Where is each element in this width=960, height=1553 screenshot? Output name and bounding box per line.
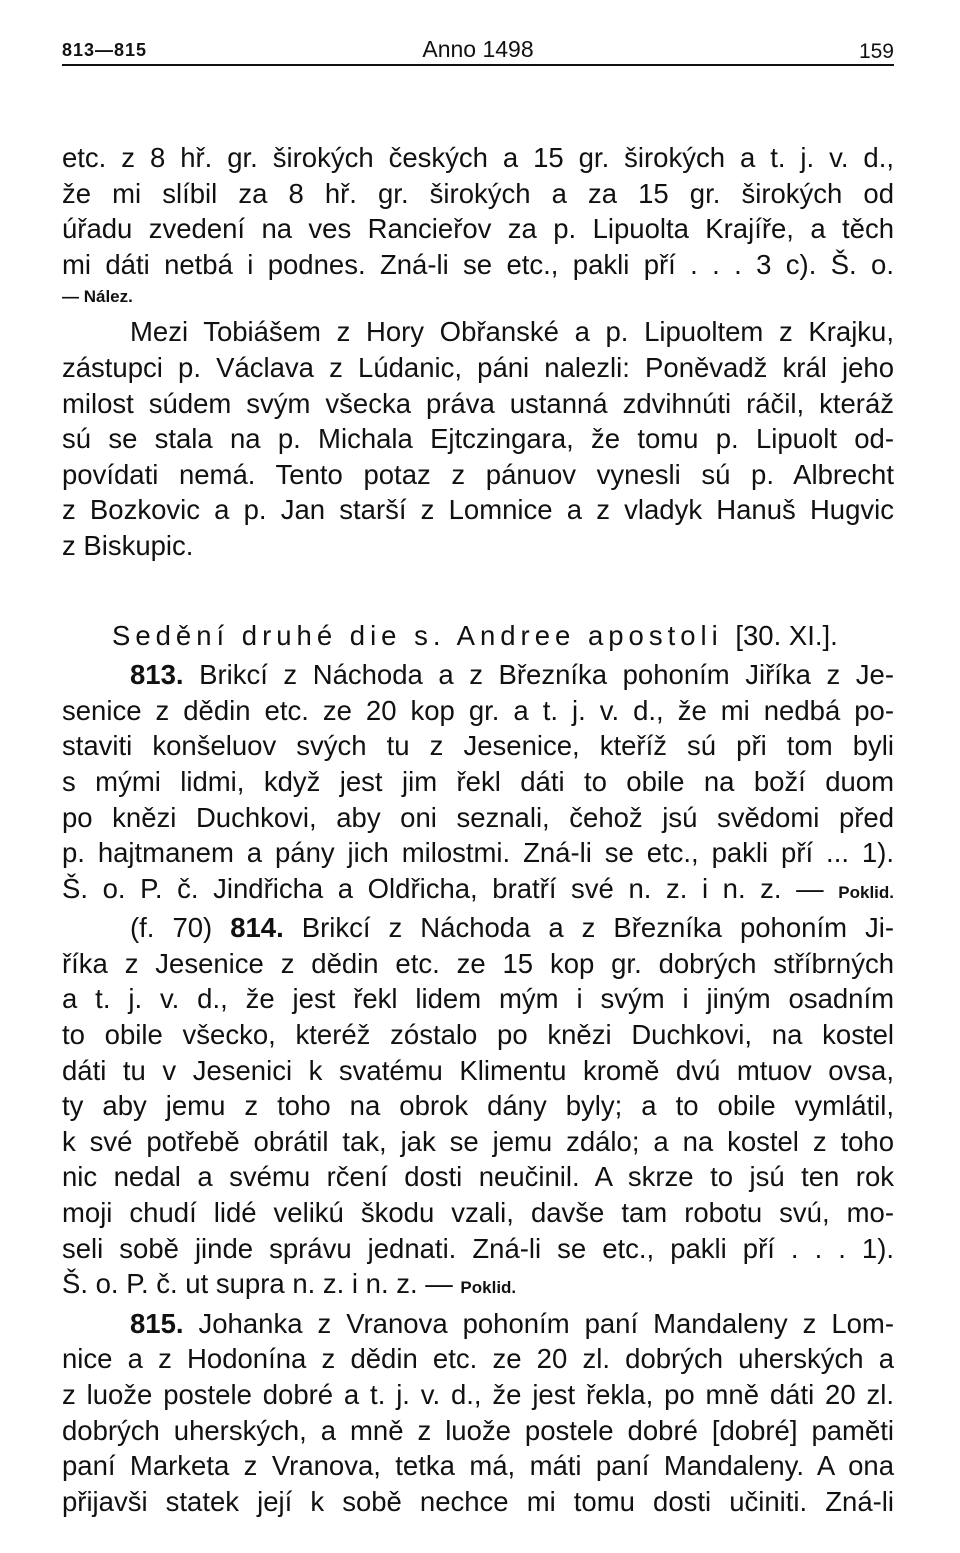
- text-line: úřadu zvedení na ves Rancieřov za p. Lipuolta Krajíře, a těch: [62, 213, 894, 245]
- text-fragment: Š. o. P. č. ut supra n. z. i n. z. —: [62, 1268, 453, 1300]
- entry-number: 814.: [230, 912, 284, 944]
- session-heading: [62, 618, 894, 654]
- text-line: že mi slíbil za 8 hř. gr. širokých a za 15 gr. širokých od: [62, 177, 894, 209]
- text-line: a t. j. v. d., že jest řekl lidem mým i svým i jiným osadním: [62, 983, 894, 1015]
- text-line: to obile všecko, kteréž zóstalo po knězi Duchkovi, na kostel: [62, 1019, 894, 1051]
- text-line: mi dáti netbá i podnes. Zná-li se etc., pakli pří . . . 3 c). Š. o.: [62, 248, 894, 280]
- text-line: z Biskupic.: [62, 529, 194, 561]
- entry-first-line: [62, 1306, 894, 1342]
- entry-813: [62, 657, 894, 910]
- entry-815: [62, 1306, 894, 1520]
- paragraph-mezi: [62, 314, 894, 563]
- text-line: etc. z 8 hř. gr. širokých českých a 15 gr. širokých a t. j. v. d.,: [62, 142, 894, 173]
- finding-label: — Nález.: [62, 287, 133, 307]
- text-line: zástupci p. Václava z Lúdanic, páni nalezli: Poněvadž král jeho: [62, 351, 894, 383]
- text-line: s mými lidmi, když jest jim řekl dáti to obile na boží duom: [62, 765, 894, 797]
- intro-paragraph: [62, 140, 894, 282]
- text-line: milost súdem svým všecka práva ustanná zdvihnúti ráčil, kteráž: [62, 387, 894, 419]
- text-line: nic nedal a svému rčení dosti neučinil. A skrze to jsú ten rok: [62, 1161, 894, 1193]
- session-heading-date: [30. XI.].: [735, 619, 838, 651]
- text-line: k své potřebě obrátil tak, jak se jemu zdálo; a na kostel z toho: [62, 1125, 894, 1157]
- text-line: přijavši statek její k sobě nechce mi tomu dosti učiniti. Zná-li: [62, 1485, 894, 1517]
- text-line: dobrých uherských, a mně z luože postele dobré [dobré] paměti: [62, 1414, 894, 1446]
- text-line: paní Marketa z Vranova, tetka má, máti paní Mandaleny. A ona: [62, 1450, 894, 1482]
- entry-last-line: [62, 871, 894, 911]
- text-fragment: Johanka z Vranova pohoním paní Mandaleny z Lom-: [198, 1307, 894, 1339]
- text-line: z luože postele dobré a t. j. v. d., že jest řekla, po mně dáti 20 zl.: [62, 1379, 894, 1410]
- text-line: moji chudí lidé velikú škodu vzali, davše tam robotu svú, mo-: [62, 1197, 894, 1229]
- entry-last-line: [62, 1266, 894, 1306]
- text-line: po knězi Duchkovi, aby oni seznali, čehož jsú svědomi před: [62, 801, 894, 833]
- text-fragment: Brikcí z Náchoda a z Březníka pohoním Ji-: [301, 912, 895, 944]
- entry-814: [62, 910, 894, 1306]
- text-line: dáti tu v Jesenici k svatému Klimentu kromě dvú mtuov ovsa,: [62, 1054, 894, 1086]
- page-number: 159: [858, 40, 894, 63]
- running-header: [62, 30, 894, 66]
- entry-number: 815.: [130, 1307, 184, 1339]
- text-line: ty aby jemu z toho na obrok dány byly; a to obile vymlátil,: [62, 1090, 894, 1122]
- text-fragment: Š. o. P. č. Jindřicha a Oldřicha, bratří své n. z. i n. z. —: [62, 872, 824, 904]
- text-line: nice a z Hodonína z dědin etc. ze 20 zl. dobrých uherských a: [62, 1343, 894, 1375]
- text-line: Mezi Tobiášem z Hory Obřanské a p. Lipuoltem z Krajku,: [130, 316, 894, 348]
- body-text: [62, 140, 894, 1519]
- text-line: povídati nemá. Tento potaz z pánuov vynesli sú p. Albrecht: [62, 458, 894, 490]
- text-line: staviti konšeluov svých tu z Jesenice, kteříž sú při tom byli: [62, 730, 894, 762]
- text-line: sú se stala na p. Michala Ejtczingara, že tomu p. Lipuolt od-: [62, 423, 894, 455]
- entry-range: 813—815: [62, 40, 148, 60]
- folio-reference: (f. 70): [130, 912, 213, 944]
- entry-first-line: [62, 657, 894, 693]
- text-line: p. hajtmanem a pány jich milostmi. Zná-li se etc., pakli pří ... 1).: [62, 837, 894, 869]
- entry-number: 813.: [130, 659, 184, 691]
- text-line: seli sobě jinde správu jednati. Zná-li se etc., pakli pří . . . 1).: [62, 1232, 894, 1264]
- page: [62, 30, 894, 1519]
- finding-label: Poklid.: [838, 882, 894, 902]
- text-line: říka z Jesenice z dědin etc. ze 15 kop gr. dobrých stříbrných: [62, 947, 894, 979]
- text-line: senice z dědin etc. ze 20 kop gr. a t. j. v. d., že mi nedbá po-: [62, 694, 894, 726]
- running-title: Anno 1498: [422, 36, 534, 62]
- text-fragment: Brikcí z Náchoda a z Březníka pohoním Jiříka z Je-: [199, 659, 895, 691]
- finding-label: Poklid.: [460, 1278, 517, 1298]
- session-heading-text: Sedění druhé die s. Andree apostoli: [112, 619, 723, 651]
- entry-first-line: [62, 910, 894, 946]
- text-line: z Bozkovic a p. Jan starší z Lomnice a z vladyk Hanuš Hugvic: [62, 494, 894, 526]
